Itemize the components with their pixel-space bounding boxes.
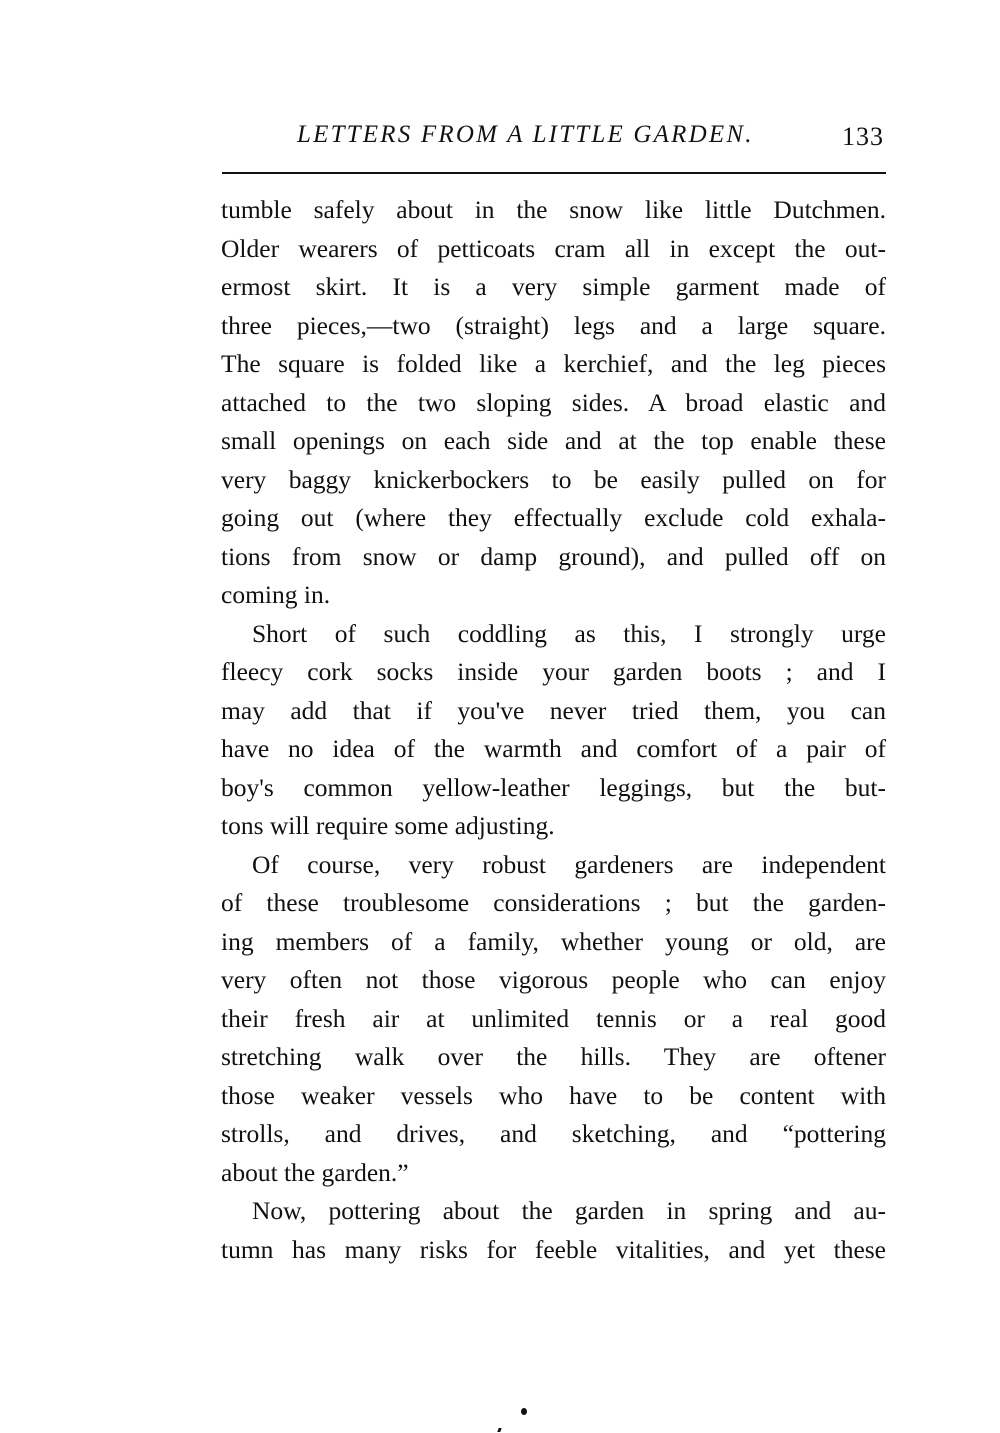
- paragraph: [221, 615, 886, 846]
- text-line: three pieces,—two (straight) legs and a large square.: [221, 310, 886, 340]
- text-line: ermost skirt. It is a very simple garment made of: [221, 272, 886, 301]
- body-text: [221, 191, 886, 1269]
- text-line: tions from snow or damp ground), and pulled off on: [221, 541, 886, 571]
- running-head: [222, 117, 886, 153]
- paragraph: [221, 191, 886, 615]
- paragraph: [221, 1192, 886, 1269]
- text-line: The square is folded like a kerchief, and the leg pieces: [221, 349, 886, 378]
- text-line: those weaker vessels who have to be content with: [221, 1080, 886, 1110]
- text-line: coming in.: [221, 580, 331, 609]
- ink-speck: [521, 1408, 527, 1415]
- text-line: Short of such coddling as this, I strongly urge: [252, 618, 886, 648]
- text-line: ing members of a family, whether young or old, are: [221, 926, 886, 956]
- text-line: tumble safely about in the snow like little Dutchmen.: [221, 195, 886, 224]
- text-line: boy's common yellow-leather leggings, but the but-: [221, 772, 886, 802]
- text-line: tumn has many risks for feeble vitalities, and yet these: [221, 1234, 886, 1264]
- text-line: their fresh air at unlimited tennis or a real good: [221, 1003, 886, 1033]
- text-line: very often not those vigorous people who can enjoy: [221, 965, 886, 994]
- page-number: 133: [842, 122, 884, 151]
- text-line: have no idea of the warmth and comfort of a pair of: [221, 734, 886, 763]
- text-line: stretching walk over the hills. They are oftener: [221, 1042, 886, 1071]
- text-line: tons will require some adjusting.: [221, 811, 555, 840]
- text-line: may add that if you've never tried them, you can: [221, 695, 886, 725]
- running-title: LETTERS FROM A LITTLE GARDEN.: [297, 121, 754, 148]
- text-line: fleecy cork socks inside your garden boots ; and I: [221, 657, 886, 686]
- paragraph: [221, 846, 886, 1193]
- text-line: very baggy knickerbockers to be easily pulled on for: [221, 464, 886, 494]
- text-line: of these troublesome considerations ; but the garden-: [221, 888, 886, 917]
- text-line: Older wearers of petticoats cram all in except the out-: [221, 233, 886, 263]
- header-rule: [222, 172, 886, 174]
- text-line: going out (where they effectually exclude cold exhala-: [221, 503, 886, 532]
- text-line: strolls, and drives, and sketching, and “pottering: [221, 1119, 886, 1148]
- text-line: small openings on each side and at the top enable these: [221, 426, 886, 455]
- text-line: attached to the two sloping sides. A broad elastic and: [221, 387, 886, 417]
- text-line: Of course, very robust gardeners are independent: [252, 849, 886, 879]
- ink-speck: [497, 1428, 501, 1432]
- text-line: about the garden.”: [221, 1157, 409, 1187]
- text-line: Now, pottering about the garden in spring and au-: [252, 1196, 886, 1225]
